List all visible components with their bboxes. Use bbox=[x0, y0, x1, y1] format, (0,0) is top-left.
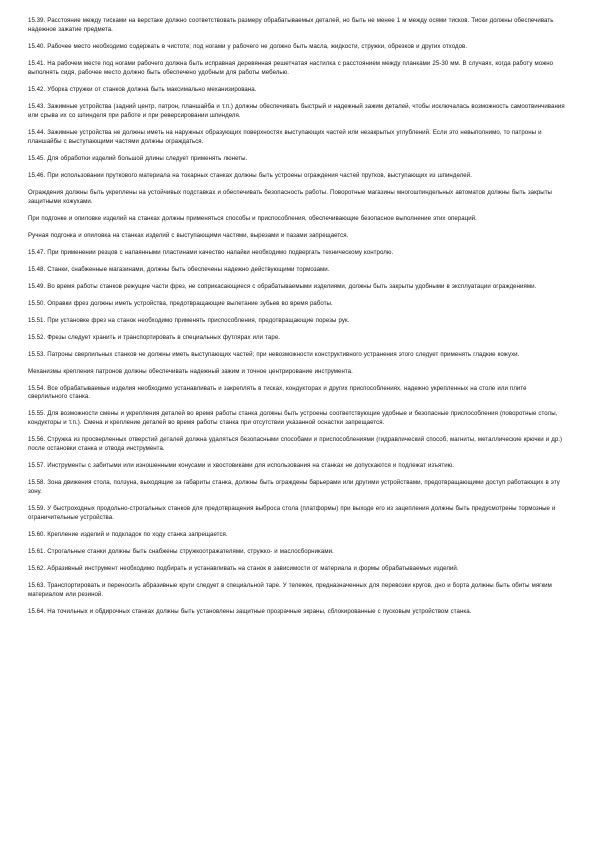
paragraph-15-50: 15.50. Оправки фрез должны иметь устройства, предотвращающие вылетание зубьев во время работы. bbox=[28, 299, 333, 307]
paragraph-15-58: 15.58. Зона движения стола, ползуна, выходящие за габариты станка, должны быть ограждены барьерами или другими устройствами, предотвращающими доступ работающих в эту зону. bbox=[28, 479, 560, 496]
paragraph-15-39: 15.39. Расстояние между тисками на верстаке должно соответствовать размеру обрабатываемых деталей, но быть не менее 1 м между осями тисков. Тиски должны обеспечивать надежное зажатие предмета. bbox=[28, 17, 554, 33]
paragraph-manual-fitting: Ручная подгонка и опиловка на станках изделий с выступающими частями, вырезами и пазами запрещается. bbox=[28, 231, 349, 239]
paragraph-enclosures: Ограждения должны быть укреплены на устойчивых подставках и обеспечивать безопасность работы. Поворотные магазины многошпиндельных автоматов должны быть закрыты защитными кожухами. bbox=[28, 188, 552, 205]
paragraph-15-55: 15.55. Для возможности смены и укрепления деталей во время работы станка должны быть устроены соответствующие удобные и безопасные приспособления (поворотные столы, кондукторы и т.п.). Смена и крепление деталей во время работы станка при отсутствии указанной оснастки запрещается. bbox=[28, 410, 558, 427]
paragraph-chuck-mechanisms: Механизмы крепления патронов должны обеспечивать надежный зажим и точное центрирование инструмента. bbox=[28, 367, 353, 375]
paragraph-15-48: 15.48. Станки, снабженные магазинами, должны быть обеспечены надежно действующими тормозами. bbox=[28, 265, 330, 273]
paragraph-15-62: 15.62. Абразивный инструмент необходимо подбирать и устанавливать на станок в зависимости от материала и формы обрабатываемых изделий. bbox=[28, 565, 459, 573]
paragraph-15-41: 15.41. На рабочем месте под ногами рабочего должна быть исправная деревянная решетчатая настилка с расстоянием между планками 25-30 мм. В случаях, когда работу можно выполнять сидя, рабочее место должно быть обеспечено удобным для работы мебелью. bbox=[28, 59, 554, 76]
paragraph-15-54: 15.54. Все обрабатываемые изделия необходимо устанавливать и закреплять в тисках, кондукторах и других приспособлениях, надежно укрепленных на столе или плите сверлильного станка. bbox=[28, 384, 527, 401]
paragraph-15-46: 15.46. При использовании пруткового материала на токарных станках должны быть устроены ограждения частей прутков, выступающих из шпинделей. bbox=[28, 171, 472, 179]
paragraph-15-57: 15.57. Инструменты с забитыми или изношенными конусами и хвостовиками для использования на станках не допускаются и подлежат изъятию. bbox=[28, 462, 455, 470]
paragraph-15-47: 15.47. При применении резцов с напаянными пластинами качество напайки необходимо подвергать техническому контролю. bbox=[28, 248, 394, 256]
paragraph-15-61: 15.61. Строгальные станки должны быть снабжены стружкоотражателями, стружко- и маслосборниками. bbox=[28, 548, 334, 556]
paragraph-15-60: 15.60. Крепление изделий и подкладок по ходу станка запрещается. bbox=[28, 531, 228, 539]
paragraph-15-51: 15.51. При установке фрез на станок необходимо применять приспособления, предотвращающие порезы рук. bbox=[28, 316, 350, 324]
paragraph-15-40: 15.40. Рабочее место необходимо содержать в чистоте; под ногами у рабочего не должно быть масла, жидкости, стружки, обрезков и других отходов. bbox=[28, 42, 468, 50]
paragraph-fitting-methods: При подгонке и опиловке изделий на станках должны применяться способы и приспособления, обеспечивающие безопасное выполнение этих операций. bbox=[28, 214, 477, 222]
paragraph-15-45: 15.45. Для обработки изделий большой длины следует применять люнеты. bbox=[28, 154, 248, 162]
paragraph-15-56: 15.56. Стружка из просверленных отверстий деталей должна удаляться безопасными способами и приспособлениями (гидравлический способ, магниты, металлические крючки и др.) после остановки станка и отвода инструмента. bbox=[28, 436, 563, 453]
paragraph-15-64: 15.64. На точильных и обдирочных станках должны быть установлены защитные прозрачные экраны, сблокированные с пусковым устройством станка. bbox=[28, 607, 472, 615]
paragraph-15-63: 15.63. Транспортировать и переносить абразивные круги следует в специальной таре. У тележек, предназначенных для перевозки кругов, дно и борта должны быть обиты мягким материалом или резиной. bbox=[28, 582, 552, 598]
paragraph-15-59: 15.59. У быстроходных продольно-строгальных станков для предотвращения выброса стола (платформы) при выходе его из зацепления должны быть предусмотрены тормозные и ограничительные устройства. bbox=[28, 505, 556, 522]
paragraph-15-52: 15.52. Фрезы следует хранить и транспортировать в специальных футлярах или таре. bbox=[28, 333, 280, 341]
paragraph-15-44: 15.44. Зажимные устройства не должны иметь на наружных образующих поверхностях выступающих частей или незакрытых углублений. Если это невыполнимо, то патроны и планшайбы с выступающими частями должны ограждаться. bbox=[28, 128, 542, 145]
paragraph-15-42: 15.42. Уборка стружки от станков должна быть максимально механизирована. bbox=[28, 85, 257, 93]
paragraph-15-53: 15.53. Патроны сверлильных станков не должны иметь выступающих частей; при невозможности конструктивного устранения этого следует применять гладкие кожухи. bbox=[28, 350, 520, 358]
paragraph-15-49: 15.49. Во время работы станков режущие части фрез, не соприкасающиеся с обрабатываемыми изделиями, должны быть закрыты удобными в эксплуатации ограждениями. bbox=[28, 282, 537, 290]
paragraph-15-43: 15.43. Зажимные устройства (задний центр, патрон, планшайба и т.п.) должны обеспечивать быстрый и надежный зажим деталей, чтобы исключалась возможность самоотвинчивания или срыва их со шпинделя при работе и при реверсировании шпинделя. bbox=[28, 102, 565, 119]
